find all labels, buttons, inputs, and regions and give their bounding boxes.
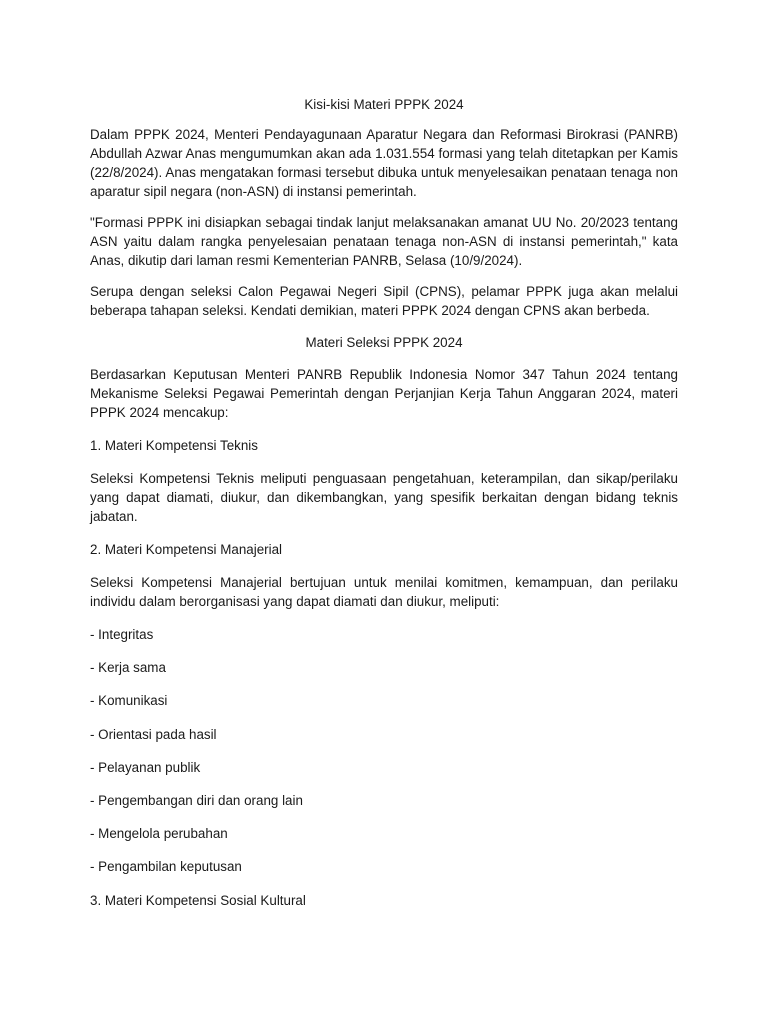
section-1-heading: 1. Materi Kompetensi Teknis [90,438,258,453]
list-item: - Pengembangan diri dan orang lain [90,792,303,808]
document-body [90,95,678,924]
paragraph-selection: Serupa dengan seleksi Calon Pegawai Negeri Sipil (CPNS), pelamar PPPK juga akan melalui beberapa tahapan seleksi. Kendati demikian, materi PPPK 2024 dengan CPNS akan berbeda. [90,284,678,318]
list-item: - Komunikasi [90,693,168,709]
section-2-heading: 2. Materi Kompetensi Manajerial [90,542,283,557]
section-subtitle: Materi Seleksi PPPK 2024 [305,335,463,350]
section-1-text: Seleksi Kompetensi Teknis meliputi penguasaan pengetahuan, keterampilan, dan sikap/perilaku yang dapat diamati, diukur, dan dikembangkan, yang spesifik berkaitan dengan bidang teknis jabatan. [90,471,678,524]
paragraph-decree: Berdasarkan Keputusan Menteri PANRB Republik Indonesia Nomor 347 Tahun 2024 tentang Mekanisme Seleksi Pegawai Pemerintah dengan Perjanjian Kerja Tahun Anggaran 2024, materi PPPK 2024 mencakup: [90,367,678,420]
paragraph-intro: Dalam PPPK 2024, Menteri Pendayagunaan Aparatur Negara dan Reformasi Birokrasi (PANRB) Abdullah Azwar Anas mengumumkan akan ada 1.031.554 formasi yang telah ditetapkan per Kamis (22/8/2024). Anas mengatakan formasi tersebut dibuka untuk menyelesaikan penataan tenaga non aparatur sipil negara (non-ASN) di instansi pemerintah. [90,127,678,199]
section-3-heading: 3. Materi Kompetensi Sosial Kultural [90,892,306,908]
paragraph-quote: "Formasi PPPK ini disiapkan sebagai tindak lanjut melaksanakan amanat UU No. 20/2023 tentang ASN yaitu dalam rangka penyelesaian penataan tenaga non-ASN di instansi pemerintah," kata Anas, dikutip dari laman resmi Kementerian PANRB, Selasa (10/9/2024). [90,215,678,268]
list-item: - Orientasi pada hasil [90,726,217,742]
list-item: - Pengambilan keputusan [90,859,242,875]
document-title: Kisi-kisi Materi PPPK 2024 [304,97,464,112]
list-item: - Integritas [90,627,154,642]
section-2-text: Seleksi Kompetensi Manajerial bertujuan untuk menilai komitmen, kemampuan, dan perilaku individu dalam berorganisasi yang dapat diamati dan diukur, meliputi: [90,575,678,609]
competency-list [90,625,678,876]
list-item: - Kerja sama [90,660,166,676]
list-item: - Pelayanan publik [90,759,201,775]
list-item: - Mengelola perubahan [90,826,228,842]
